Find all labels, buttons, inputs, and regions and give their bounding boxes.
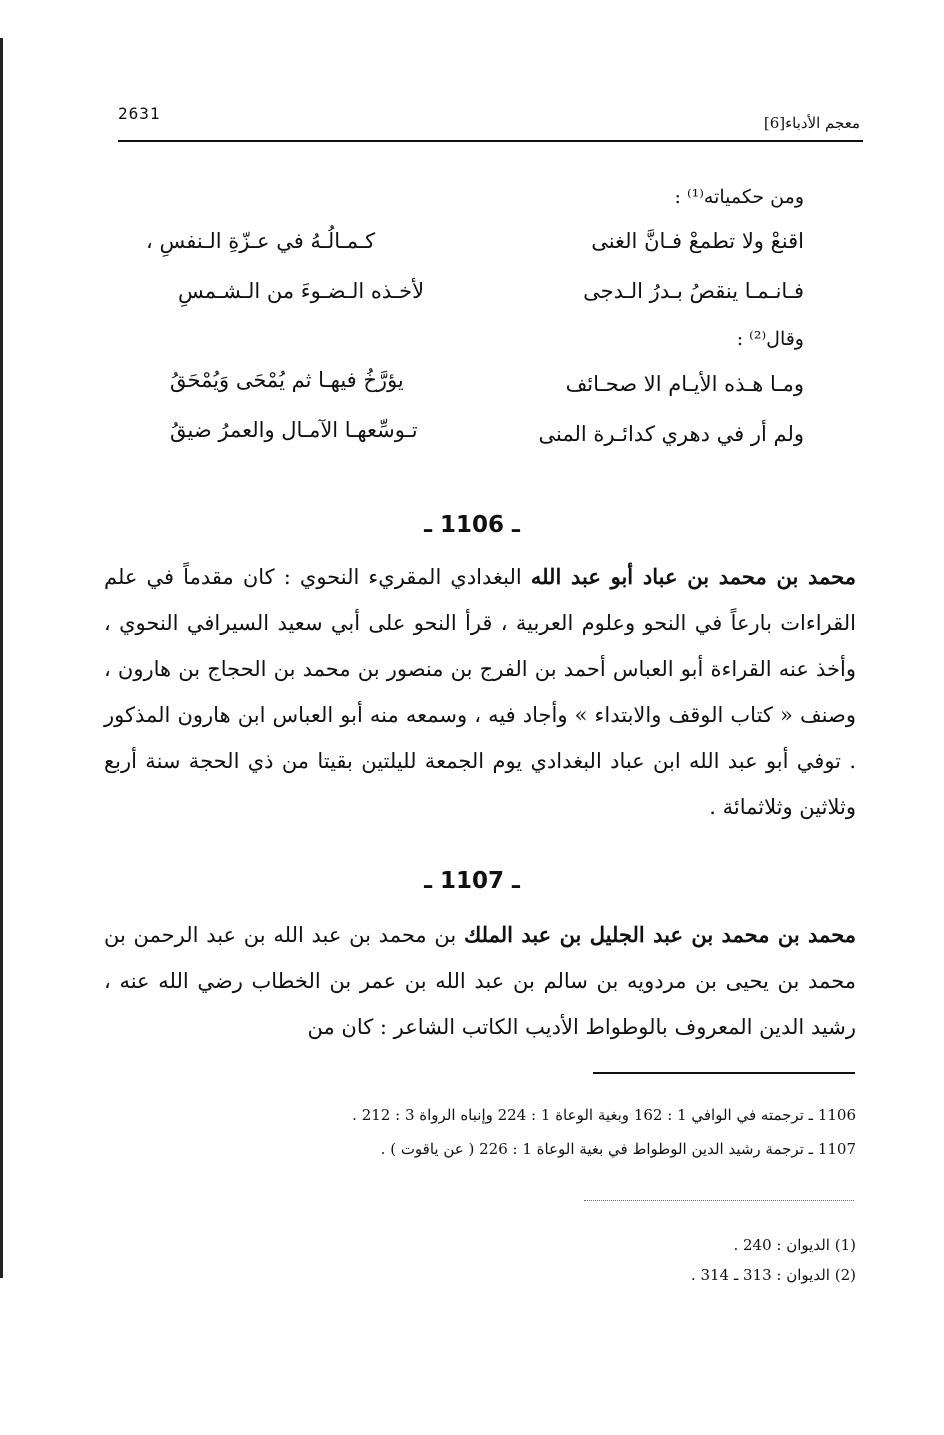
poem1-verse1-right: اقنعْ ولا تطمعْ فـانَّ الغنى (591, 229, 804, 253)
page-number: 2631 (118, 104, 161, 123)
entry-1106-number: ـ 1106 ـ (424, 512, 520, 538)
footnote-rule (593, 1072, 855, 1074)
poem1-intro: ومن حكمياته⁽¹⁾ : (674, 186, 804, 208)
entry-1107-paragraph (104, 912, 856, 1050)
entry-1107-number: ـ 1107 ـ (424, 868, 520, 894)
entry-1107-text: بن محمد بن عبد الله بن عبد الرحمن بن محمد بن يحيى بن مردويه بن سالم بن عبد الله بن عمر بن الخطاب رضي الله عنه ، رشيد الدين المعروف بالوطواط الأديب الكاتب الشاعر : كان من (104, 923, 856, 1039)
entry-1106-name: محمد بن محمد بن عباد أبو عبد الله (530, 564, 856, 589)
poem1-verse1-left: كـمـالُـهُ في عـزّةِ الـنفسِ ، (146, 229, 376, 253)
poem2-intro: وقال⁽²⁾ : (736, 328, 804, 350)
footnote-1107: 1107 ـ ترجمة رشيد الدين الوطواط في بغية الوعاة 1 : 226 ( عن ياقوت ) . (380, 1140, 856, 1158)
page-header (118, 100, 860, 140)
poem1-verse2-left: لأخـذه الـضـوءَ من الـشـمسِ (178, 279, 425, 303)
poem2-verse2-left: تـوسِّعهـا الآمـال والعمرُ ضيقُ (170, 418, 418, 442)
footnote-1106: 1106 ـ ترجمته في الوافي 1 : 162 وبغية الوعاة 1 : 224 وإنباه الرواة 3 : 212 . (352, 1106, 856, 1124)
scan-edge (0, 38, 3, 1278)
footnote-dotted-separator (584, 1200, 854, 1201)
poem2-verse1-right: ومـا هـذه الأيـام الا صحـائف (565, 372, 804, 396)
entry-1107-name: محمد بن محمد بن عبد الجليل بن عبد الملك (463, 922, 856, 947)
entry-1106-text: البغدادي المقريء النحوي : كان مقدماً في علم القراءات بارعاً في النحو وعلوم العربية ، قرأ النحو على أبي سعيد السيرافي النحوي ، وأخذ عنه القراءة أبو العباس أحمد بن الفرج بن منصور بن محمد بن الحجاج بن هارون ، وصنف « كتاب الوقف والابتداء » وأجاد فيه ، وسمعه منه أبو العباس ابن هارون المذكور . توفي أبو عبد الله ابن عباد البغدادي يوم الجمعة لليلتين بقيتا من ذي الحجة سنة أربع وثلاثين وثلاثمائة . (104, 565, 856, 819)
poem2-verse2-right: ولم أر في دهري كدائـرة المنى (538, 422, 804, 446)
book-title: معجم الأدباء[6] (763, 114, 860, 132)
footnote-2: (2) الديوان : 313 ـ 314 . (690, 1266, 856, 1284)
footnote-1: (1) الديوان : 240 . (733, 1236, 856, 1254)
poem2-verse1-left: يؤرَّخُ فيهـا ثم يُمْحَى وَيُمْحَقُ (170, 368, 404, 392)
entry-1106-paragraph (104, 554, 856, 830)
poem1-verse2-right: فـانـمـا ينقصُ بـدرُ الـدجى (583, 279, 804, 303)
header-rule (118, 140, 863, 142)
